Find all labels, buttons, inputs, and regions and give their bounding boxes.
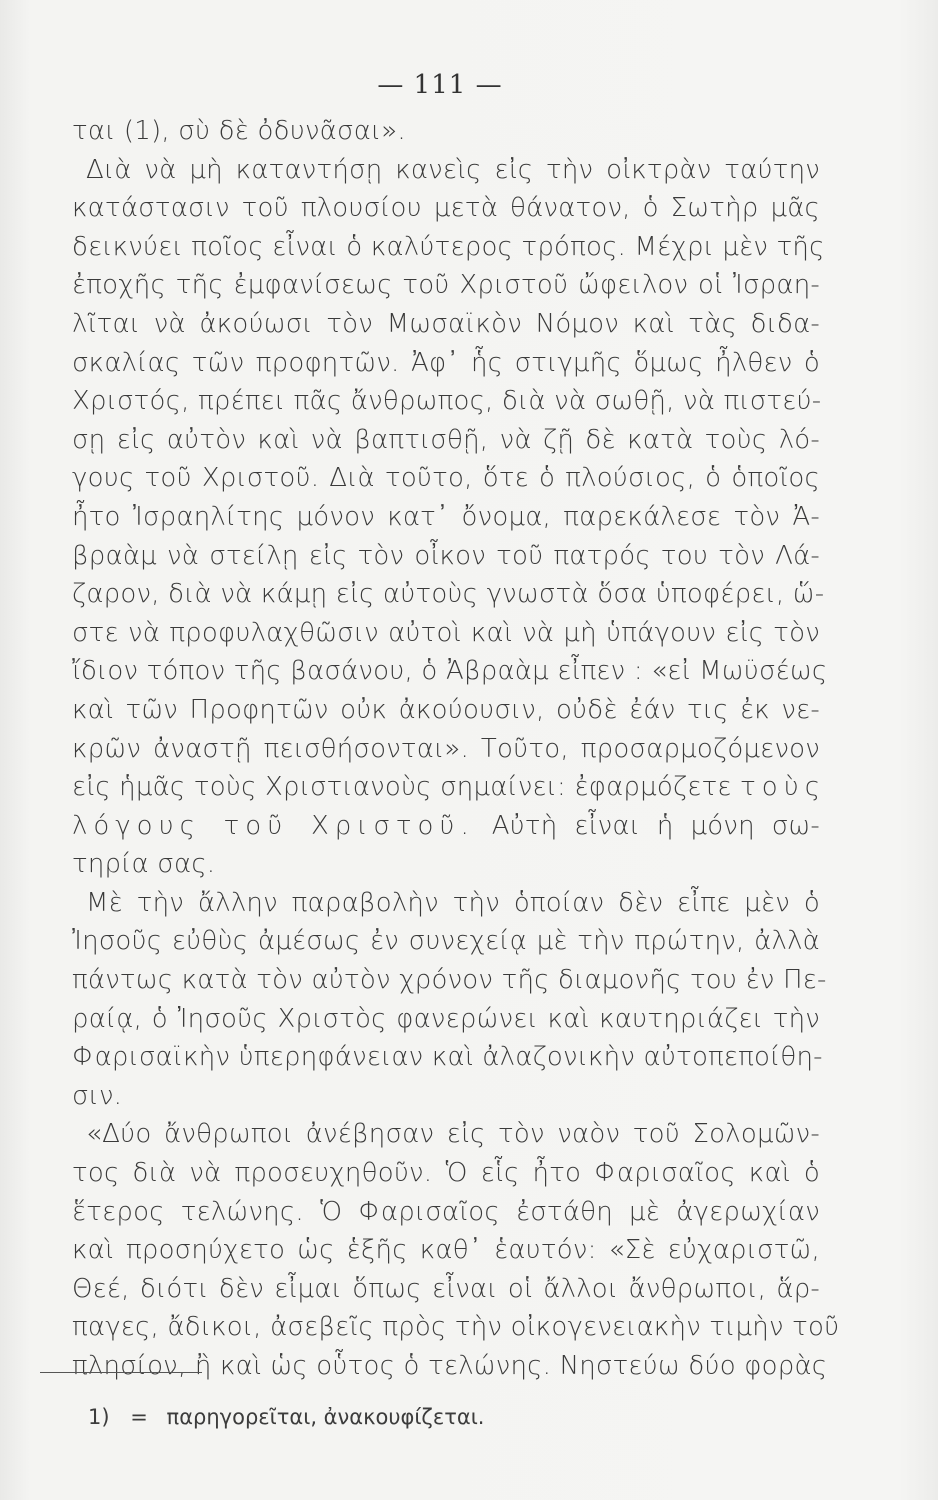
text-line: Θεέ, διότι δὲν εἶμαι ὅπως εἶναι οἱ ἄλλοι ἄνθρωποι, ἅρ- bbox=[72, 1273, 820, 1304]
text-line: Μὲ τὴν ἄλλην παραβολὴν τὴν ὁποίαν δὲν εἶπε μὲν ὁ bbox=[86, 887, 820, 918]
footnote-marker: 1) bbox=[88, 1405, 110, 1429]
text-line: σῃ εἰς αὐτὸν καὶ νὰ βαπτισθῇ, νὰ ζῇ δὲ κατὰ τοὺς λό- bbox=[72, 424, 820, 455]
text-line: τηρία σας. bbox=[72, 849, 216, 880]
text-line: ἕτερος τελώνης. Ὁ Φαρισαῖος ἐστάθη μὲ ἀγερωχίαν bbox=[72, 1196, 820, 1227]
text-line: λῖται νὰ ἀκούωσι τὸν Μωσαϊκὸν Νόμον καὶ τὰς διδα- bbox=[72, 308, 820, 339]
text-line: καὶ προσηύχετο ὡς ἑξῆς καθ᾿ ἑαυτόν: «Σὲ εὐχαριστῶ, bbox=[72, 1235, 820, 1266]
text-line: ζαρον, διὰ νὰ κάμῃ εἰς αὐτοὺς γνωστὰ ὅσα ὑποφέρει, ὥ- bbox=[72, 579, 825, 610]
text-line: ἴδιον τόπον τῆς βασάνου, ὁ Ἀβραὰμ εἶπεν : «εἰ Μωϋσέως bbox=[72, 656, 828, 687]
text-line: στε νὰ προφυλαχθῶσιν αὐτοὶ καὶ νὰ μὴ ὑπάγουν εἰς τὸν bbox=[72, 617, 820, 648]
text-line: κατάστασιν τοῦ πλουσίου μετὰ θάνατον, ὁ Σωτὴρ μᾶς bbox=[72, 193, 820, 224]
body-text bbox=[72, 112, 840, 1386]
text-line: Ἰησοῦς εὐθὺς ἀμέσως ἐν συνεχείᾳ μὲ τὴν πρώτην, ἀλλὰ bbox=[72, 926, 820, 957]
text-line: ραίᾳ, ὁ Ἰησοῦς Χριστὸς φανερώνει καὶ καυτηριάζει τὴν bbox=[72, 1003, 820, 1034]
text-line: ἐποχῆς τῆς ἐμφανίσεως τοῦ Χριστοῦ ὤφειλον οἱ Ἰσραη- bbox=[72, 270, 820, 301]
text-line: Διὰ νὰ μὴ καταντήσῃ κανεὶς εἰς τὴν οἰκτρὰν ταύτην bbox=[86, 154, 820, 185]
text-line: δεικνύει ποῖος εἶναι ὁ καλύτερος τρόπος. Μέχρι μὲν τῆς bbox=[72, 231, 825, 262]
text-line-spaced bbox=[72, 768, 827, 807]
page-number: — 111 — bbox=[377, 70, 503, 100]
text-line: γους τοῦ Χριστοῦ. Διὰ τοῦτο, ὅτε ὁ πλούσιος, ὁ ὁποῖος bbox=[72, 463, 820, 494]
text-line: καὶ τῶν Προφητῶν οὐκ ἀκούουσιν, οὐδὲ ἐάν τις ἐκ νε- bbox=[72, 694, 820, 725]
footnote-text: παρηγορεῖται, ἀνακουφίζεται. bbox=[166, 1405, 485, 1429]
text-segment: Αὐτὴ εἶναι ἡ μόνη σω- bbox=[491, 810, 820, 841]
text-line: κρῶν ἀναστῇ πεισθήσονται». Τοῦτο, προσαρμοζόμενον bbox=[72, 733, 820, 764]
text-line: ἦτο Ἰσραηλίτης μόνον κατ᾿ ὄνομα, παρεκάλεσε τὸν Ἀ- bbox=[72, 501, 820, 532]
emphasis-spaced-text: τοὺς bbox=[740, 772, 827, 803]
text-line: παγες, ἄδικοι, ἀσεβεῖς πρὸς τὴν οἰκογενειακὴν τιμὴν τοῦ bbox=[72, 1312, 840, 1343]
footnote-equals: = bbox=[130, 1405, 148, 1429]
text-line: πάντως κατὰ τὸν αὐτὸν χρόνον τῆς διαμονῆς του ἐν Πε- bbox=[72, 965, 827, 996]
text-segment: εἰς ἡμᾶς τοὺς Χριστιανοὺς σημαίνει: ἐφαρμόζετε bbox=[72, 772, 732, 803]
text-line: Φαρισαϊκὴν ὑπερηφάνειαν καὶ ἀλαζονικὴν αὐτοπεποίθη- bbox=[72, 1042, 823, 1073]
footnote bbox=[88, 1405, 484, 1429]
text-line: Χριστός, πρέπει πᾶς ἄνθρωπος, διὰ νὰ σωθῇ, νὰ πιστεύ- bbox=[72, 386, 822, 417]
text-line: ται (1), σὺ δὲ ὀδυνᾶσαι». bbox=[72, 116, 406, 146]
text-line: σιν. bbox=[72, 1080, 123, 1111]
text-line: πλησίον, ἢ καὶ ὡς οὗτος ὁ τελώνης. Νηστεύω δύο φορὰς bbox=[72, 1351, 828, 1381]
emphasis-spaced-text: λόγους τοῦ Χριστοῦ. bbox=[72, 810, 475, 841]
text-line: τος διὰ νὰ προσευχηθοῦν. Ὁ εἷς ἦτο Φαρισαῖος καὶ ὁ bbox=[72, 1158, 820, 1189]
text-line: σκαλίας τῶν προφητῶν. Ἀφ᾿ ἧς στιγμῆς ὅμως ἦλθεν ὁ bbox=[72, 347, 820, 378]
text-line: «Δύο ἄνθρωποι ἀνέβησαν εἰς τὸν ναὸν τοῦ Σολομῶν- bbox=[86, 1119, 820, 1150]
text-line: βραὰμ νὰ στείλῃ εἰς τὸν οἶκον τοῦ πατρός του τὸν Λά- bbox=[72, 540, 820, 571]
footnote-divider bbox=[40, 1372, 202, 1373]
text-line-spaced bbox=[72, 807, 820, 846]
